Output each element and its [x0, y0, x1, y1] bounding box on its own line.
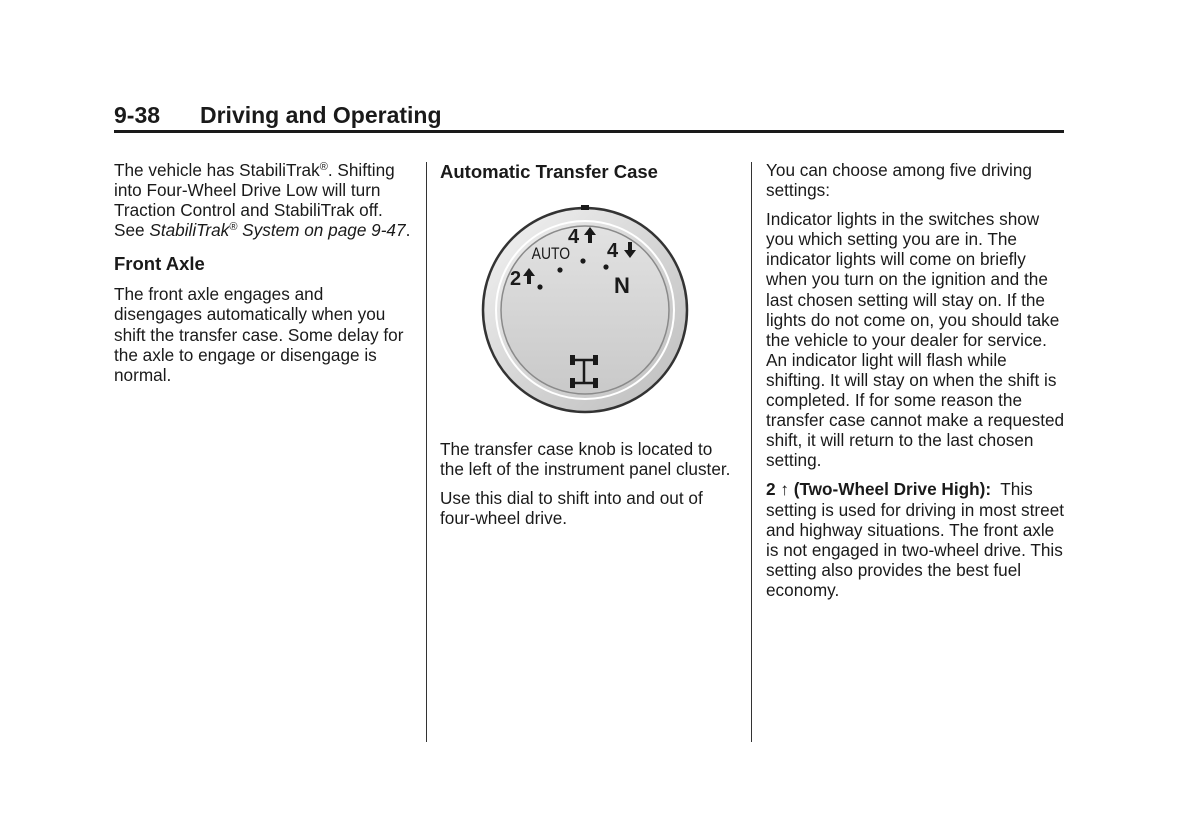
front-axle-paragraph: The front axle engages and disengages automatically when you shift the transfer case. Some delay for the axle to engage or disengage is normal. [114, 284, 404, 385]
transfer-case-knob-illustration [480, 205, 690, 415]
label-neutral: N [614, 273, 630, 298]
label-4-low: 4 [607, 240, 619, 262]
column-left [114, 160, 414, 394]
front-axle-heading: Front Axle [114, 253, 205, 275]
indicator-lights-paragraph: Indicator lights in the switches show you which setting you are in. The indicator lights will come on briefly when you turn on the ignition and the last chosen setting will stay on. If the lights do not come on, you should take the vehicle to your dealer for service. An indicator light will flash while shifting. It will stay on when the shift is completed. If for some reason the transfer case cannot make a requested shift, it will return to the last chosen setting. [766, 209, 1065, 471]
up-arrow-icon: ↑ [780, 479, 789, 500]
stabilitrak-reference-link[interactable]: StabiliTrak® System on page 9-47 [149, 220, 406, 241]
indicator-dot-4high [580, 258, 585, 263]
page-number: 9-38 [114, 102, 161, 128]
page-header [114, 100, 1064, 133]
setting-label: 2 ↑ (Two-Wheel Drive High): [766, 479, 992, 500]
label-auto: AUTO [531, 244, 571, 264]
column-middle [440, 160, 740, 537]
indicator-dot-auto [557, 267, 562, 272]
driving-settings-intro: You can choose among five driving settings: [766, 160, 1032, 201]
section-title: Driving and Operating [200, 102, 442, 128]
column-divider [751, 162, 752, 742]
stabilitrak-paragraph: The vehicle has StabiliTrak®. Shifting into Four-Wheel Drive Low will turn Traction Control and StabiliTrak off. See StabiliTrak® System on page 9-47. [114, 160, 411, 241]
label-2-high: 2 [510, 268, 522, 290]
transfer-case-heading: Automatic Transfer Case [440, 161, 658, 182]
two-wheel-drive-high-paragraph: 2 ↑ (Two-Wheel Drive High): This setting is used for driving in most street and highway situations. The front axle is not engaged in two-wheel drive. This setting also provides the best fuel economy. [766, 479, 1065, 600]
knob-top-marker [581, 205, 589, 210]
indicator-dot-2high [537, 284, 542, 289]
knob-location-paragraph: The transfer case knob is located to the left of the instrument panel cluster. [440, 439, 731, 480]
column-right [766, 160, 1066, 609]
indicator-dot-4low [603, 264, 608, 269]
dial-usage-paragraph: Use this dial to shift into and out of four-wheel drive. [440, 488, 703, 529]
column-divider [426, 162, 427, 742]
label-4-high: 4 [568, 226, 580, 248]
